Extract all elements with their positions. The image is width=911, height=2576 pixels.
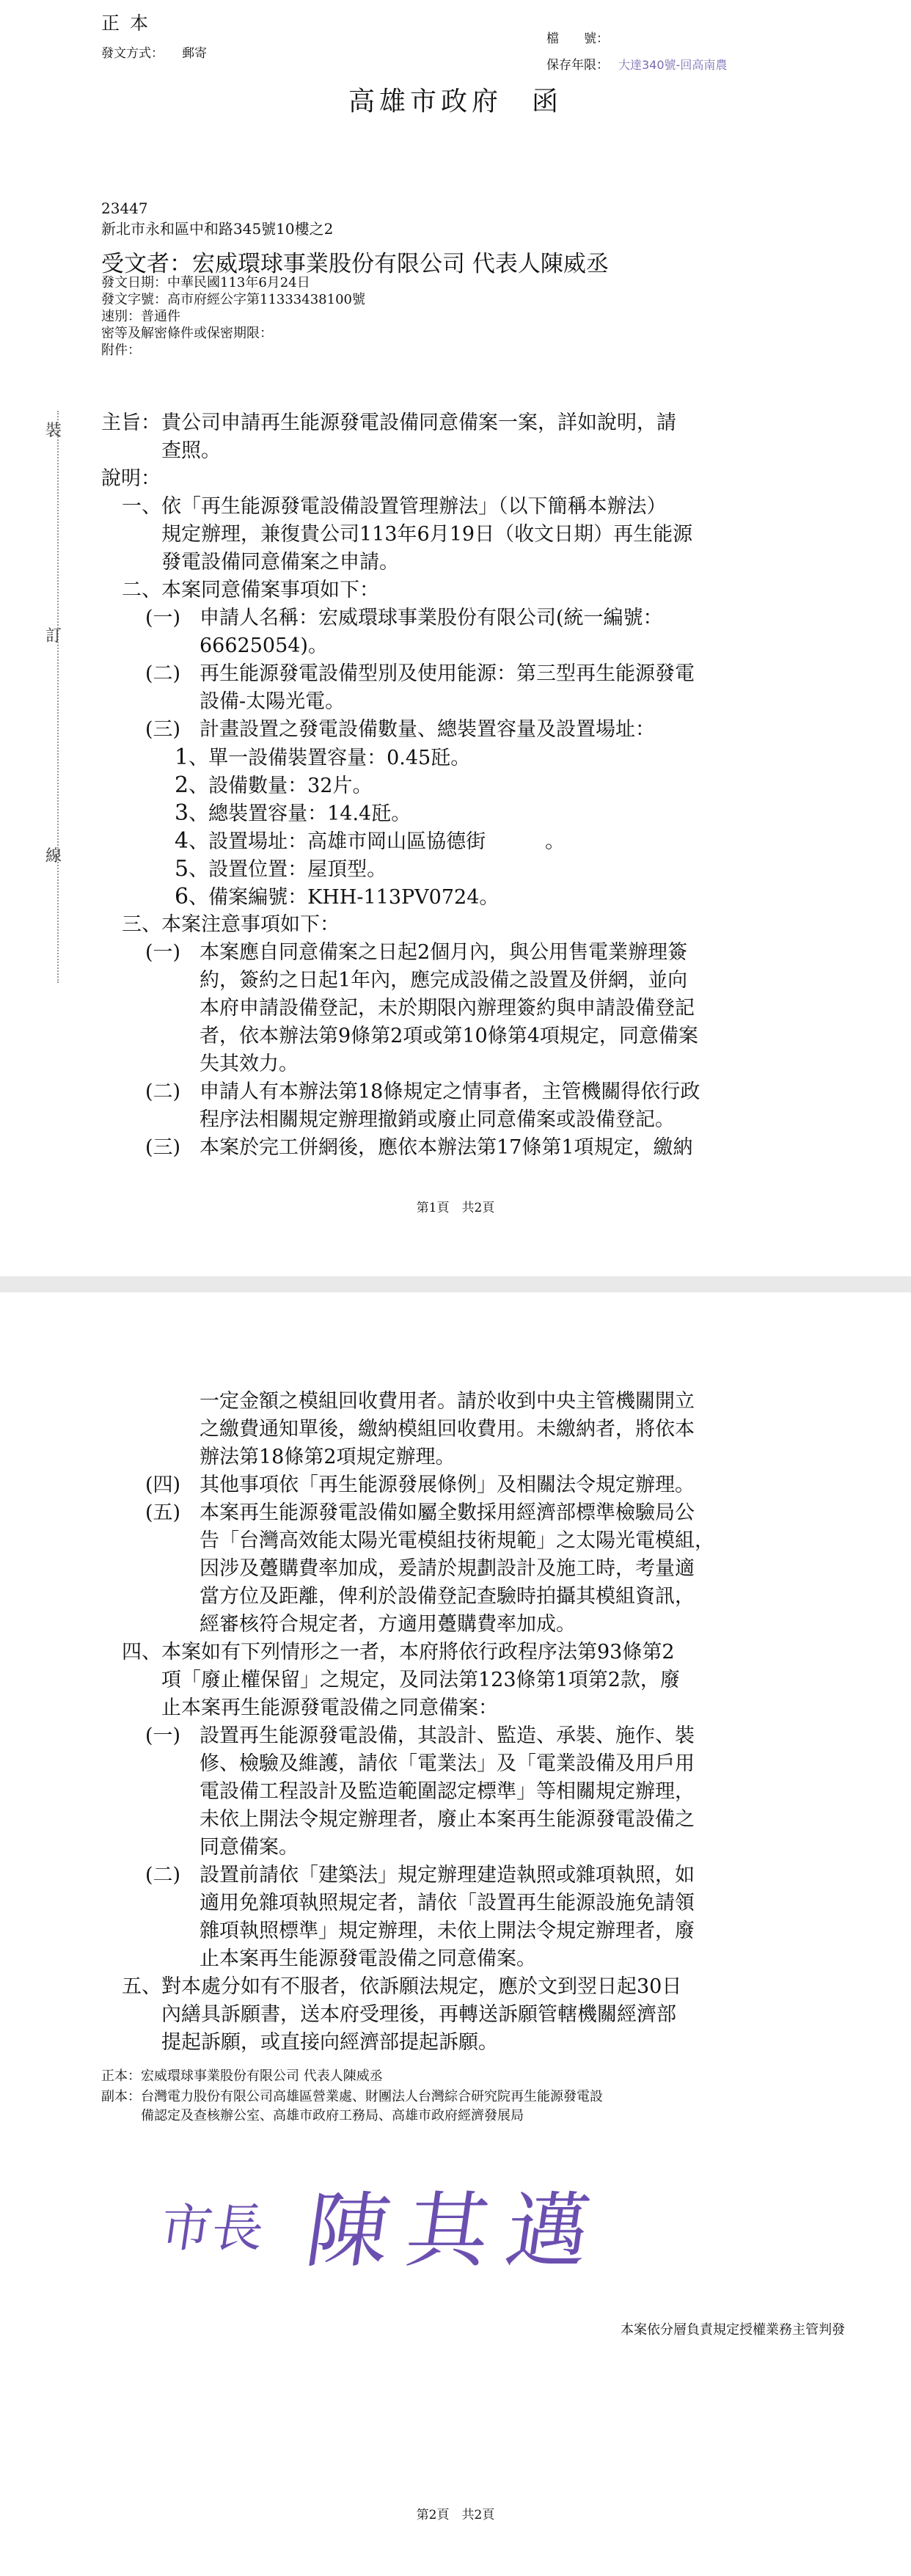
meta-row [101,274,365,291]
item-line: 申請人名稱：宏威環球事業股份有限公司(統一編號： [200,607,663,629]
item-line: 本府申請設備登記，未於期限內辦理簽約與申請設備登記 [200,997,695,1020]
section-line: 規定辦理，兼復貴公司113年6月19日（收文日期）再生能源 [161,523,693,546]
street-address: 新北市永和區中和路345號10樓之2 [101,220,334,238]
binding-line [57,411,59,983]
copy-recipients [101,2087,603,2126]
meta-label: 發文字號： [101,292,167,307]
cc-copy-label: 副本： [101,2089,141,2104]
page-footer: 第2頁 共2頁 [416,2508,495,2522]
item-number: (二) [145,1080,181,1103]
item-number: (五) [145,1501,181,1524]
meta-row [101,291,365,308]
original-recipient-line [101,2067,383,2086]
item-number: (四) [145,1474,181,1496]
item-line: 程序法相關規定辦理撤銷或廢止同意備案或設備登記。 [200,1108,675,1131]
item-number: (一) [145,607,181,629]
meta-row [101,325,365,342]
recipient [101,245,609,278]
item-line: 修、檢驗及維護，請依「電業法」及「電業設備及用戶用 [200,1752,695,1775]
document-title [0,81,911,118]
item-number: (二) [145,1864,181,1887]
cc-original-value: 宏威環球事業股份有限公司 代表人陳威丞 [141,2068,383,2084]
subject-line: 貴公司申請再生能源發電設備同意備案一案，詳如說明，請 [161,411,676,434]
section-number: 一、 [122,495,161,518]
section-line: 止本案再生能源發電設備之同意備案： [161,1697,498,1719]
item-line: 其他事項依「再生能源發展條例」及相關法令規定辦理。 [200,1474,695,1496]
mayor-title-seal: 市長 [156,2198,268,2258]
item-line: 本案應自同意備案之日起2個月內，與公用售電業辦理簽 [200,941,688,964]
postal-address [101,198,333,239]
recipient-label: 受文者： [101,251,192,277]
item-line: 當方位及距離，俾利於設備登記查驗時拍攝其模組資訊， [200,1585,695,1608]
item-title: 計畫設置之發電設備數量、總裝置容量及設置場址： [200,718,655,741]
list-item [175,827,565,856]
original-copy-mark: 正本 [101,12,159,34]
subject-line: 查照。 [161,439,221,462]
file-number-label: 檔 號： [546,32,609,46]
cc-original-label: 正本： [101,2068,141,2084]
document-page-1 [0,0,911,1276]
retention-handwritten-note: 大達340號-回高南農 [618,58,728,72]
meta-row [101,308,365,325]
meta-value: 普通件 [141,309,180,324]
section-number: 五、 [122,1975,161,1998]
recipient-value: 宏威環球事業股份有限公司 代表人陳威丞 [192,251,609,277]
item-number: (一) [145,1724,181,1747]
list-item-number: 4 [175,828,189,854]
section-line: 對本處分如有不服者，依訴願法規定，應於文到翌日起30日 [161,1975,682,1998]
send-mode-label: 發文方式： [101,46,164,61]
item-number: (三) [145,1136,181,1159]
meta-value: 中華民國113年6月24日 [167,275,310,290]
meta-label: 密等及解密條件或保密期限： [101,326,273,341]
item-number: (三) [145,718,181,741]
delegation-note: 本案依分層負責規定授權業務主管判發 [621,2322,845,2338]
list-item-number: 3 [175,800,189,826]
agency-name: 高雄市政府 [348,87,502,117]
binding-mark-xian: 線 [45,847,62,866]
list-item-text: 、設置位置：屋頂型。 [189,858,387,881]
section-number: 三、 [122,913,161,936]
section-line: 依「再生能源發電設備設置管理辦法」（以下簡稱本辦法） [161,495,667,518]
document-page-2 [0,1292,911,2576]
section-line: 提起訴願，或直接向經濟部提起訴願。 [161,2031,498,2054]
item-line: 失其效力。 [200,1053,299,1075]
archive-info [546,26,862,78]
mayor-signature-seal: 陳其邁 [300,2184,613,2279]
section-line: 本案如有下列情形之一者，本府將依行政程序法第93條第2 [161,1641,675,1664]
item-line: 適用免雜項執照規定者，請依「設置再生能源設施免請領 [200,1892,695,1914]
item-line: 未依上開法令規定辦理者，廢止本案再生能源發電設備之 [200,1808,695,1831]
item-line: 本案再生能源發電設備如屬全數採用經濟部標準檢驗局公 [200,1501,695,1524]
list-item-number: 5 [175,856,189,882]
meta-label: 附件： [101,343,141,358]
item-line: 同意備案。 [200,1836,299,1859]
subject-label: 主旨： [101,411,161,434]
item-line: 設置前請依「建築法」規定辦理建造執照或雜項執照，如 [200,1864,695,1887]
list-item-text: 、總裝置容量：14.4瓩。 [189,802,411,825]
list-item [175,799,411,828]
section-title: 本案注意事項如下： [161,913,340,936]
item-line: 再生能源發電設備型別及使用能源：第三型再生能源發電 [200,662,695,685]
item-number: (一) [145,941,181,964]
section-line: 內繕具訴願書，送本府受理後，再轉送訴願管轄機關經濟部 [161,2003,676,2026]
section-line: 項「廢止權保留」之規定，及同法第123條第1項第2款，廢 [161,1669,680,1691]
item-line: 告「台灣高效能太陽光電模組技術規範」之太陽光電模組， [200,1529,714,1552]
list-item-text: 、單一設備裝置容量：0.45瓩。 [189,747,471,769]
send-mode-value: 郵寄 [182,46,207,61]
binding-mark-zhuang: 裝 [45,422,62,440]
page-footer: 第1頁 共2頁 [416,1201,495,1215]
list-item-text: 、設置場址：高雄市岡山區協德街 。 [189,830,566,853]
item-line: 設置再生能源發電設備，其設計、監造、承裝、施作、裝 [200,1724,695,1747]
section-number: 四、 [122,1641,161,1664]
item-line: 之繳費通知單後，繳納模組回收費用。未繳納者，將依本 [200,1418,695,1441]
list-item [175,883,499,912]
retention-label: 保存年限： [546,58,609,73]
section-number: 二、 [122,579,161,601]
item-line: 因涉及躉購費率加成，爰請於規劃設計及施工時，考量適 [200,1557,695,1580]
meta-label: 發文日期： [101,275,167,290]
item-line: 電設備工程設計及監造範圍認定標準」等相關規定辦理， [200,1780,695,1803]
item-line: 辦法第18條第2項規定辦理。 [200,1446,456,1468]
item-line: 約，簽約之日起1年內，應完成設備之設置及併網，並向 [200,969,688,992]
cc-copy-line: 備認定及查核辦公室、高雄市政府工務局、高雄市政府經濟發展局 [141,2108,524,2123]
section-title: 本案同意備案事項如下： [161,579,379,601]
list-item [175,855,387,884]
list-item-number: 2 [175,772,189,798]
postcode: 23447 [101,200,148,217]
meta-row [101,342,365,359]
meta-label: 速別： [101,309,141,324]
list-item [175,772,372,800]
section-line: 發電設備同意備案之申請。 [161,551,399,574]
list-item-text: 、備案編號：KHH-113PV0724。 [189,886,500,909]
item-line: 申請人有本辦法第18條規定之情事者，主管機關得依行政 [200,1080,700,1103]
list-item-number: 6 [175,884,189,910]
document-type: 函 [532,87,563,117]
list-item [175,744,470,772]
item-line: 一定金額之模組回收費用者。請於收到中央主管機關開立 [200,1390,695,1413]
meta-value: 高市府經公字第11333438100號 [167,292,365,307]
explanation-label: 說明： [101,467,161,490]
item-line: 經審核符合規定者，方適用躉購費率加成。 [200,1613,576,1636]
item-line: 本案於完工併網後，應依本辦法第17條第1項規定，繳納 [200,1136,693,1159]
list-item-text: 、設備數量：32片。 [189,775,373,797]
item-line: 設備-太陽光電。 [200,690,345,713]
item-line: 者，依本辦法第9條第2項或第10條第4項規定，同意備案 [200,1025,698,1047]
item-number: (二) [145,662,181,685]
item-line: 66625054)。 [200,634,328,657]
binding-mark-ding: 訂 [45,627,62,645]
list-item-number: 1 [175,744,189,770]
item-line: 止本案再生能源發電設備之同意備案。 [200,1947,536,1970]
document-meta [101,274,365,359]
cc-copy-line: 台灣電力股份有限公司高雄區營業處、財團法人台灣綜合研究院再生能源發電設 [141,2089,603,2104]
item-line: 雜項執照標準」規定辦理，未依上開法令規定辦理者，廢 [200,1920,695,1942]
